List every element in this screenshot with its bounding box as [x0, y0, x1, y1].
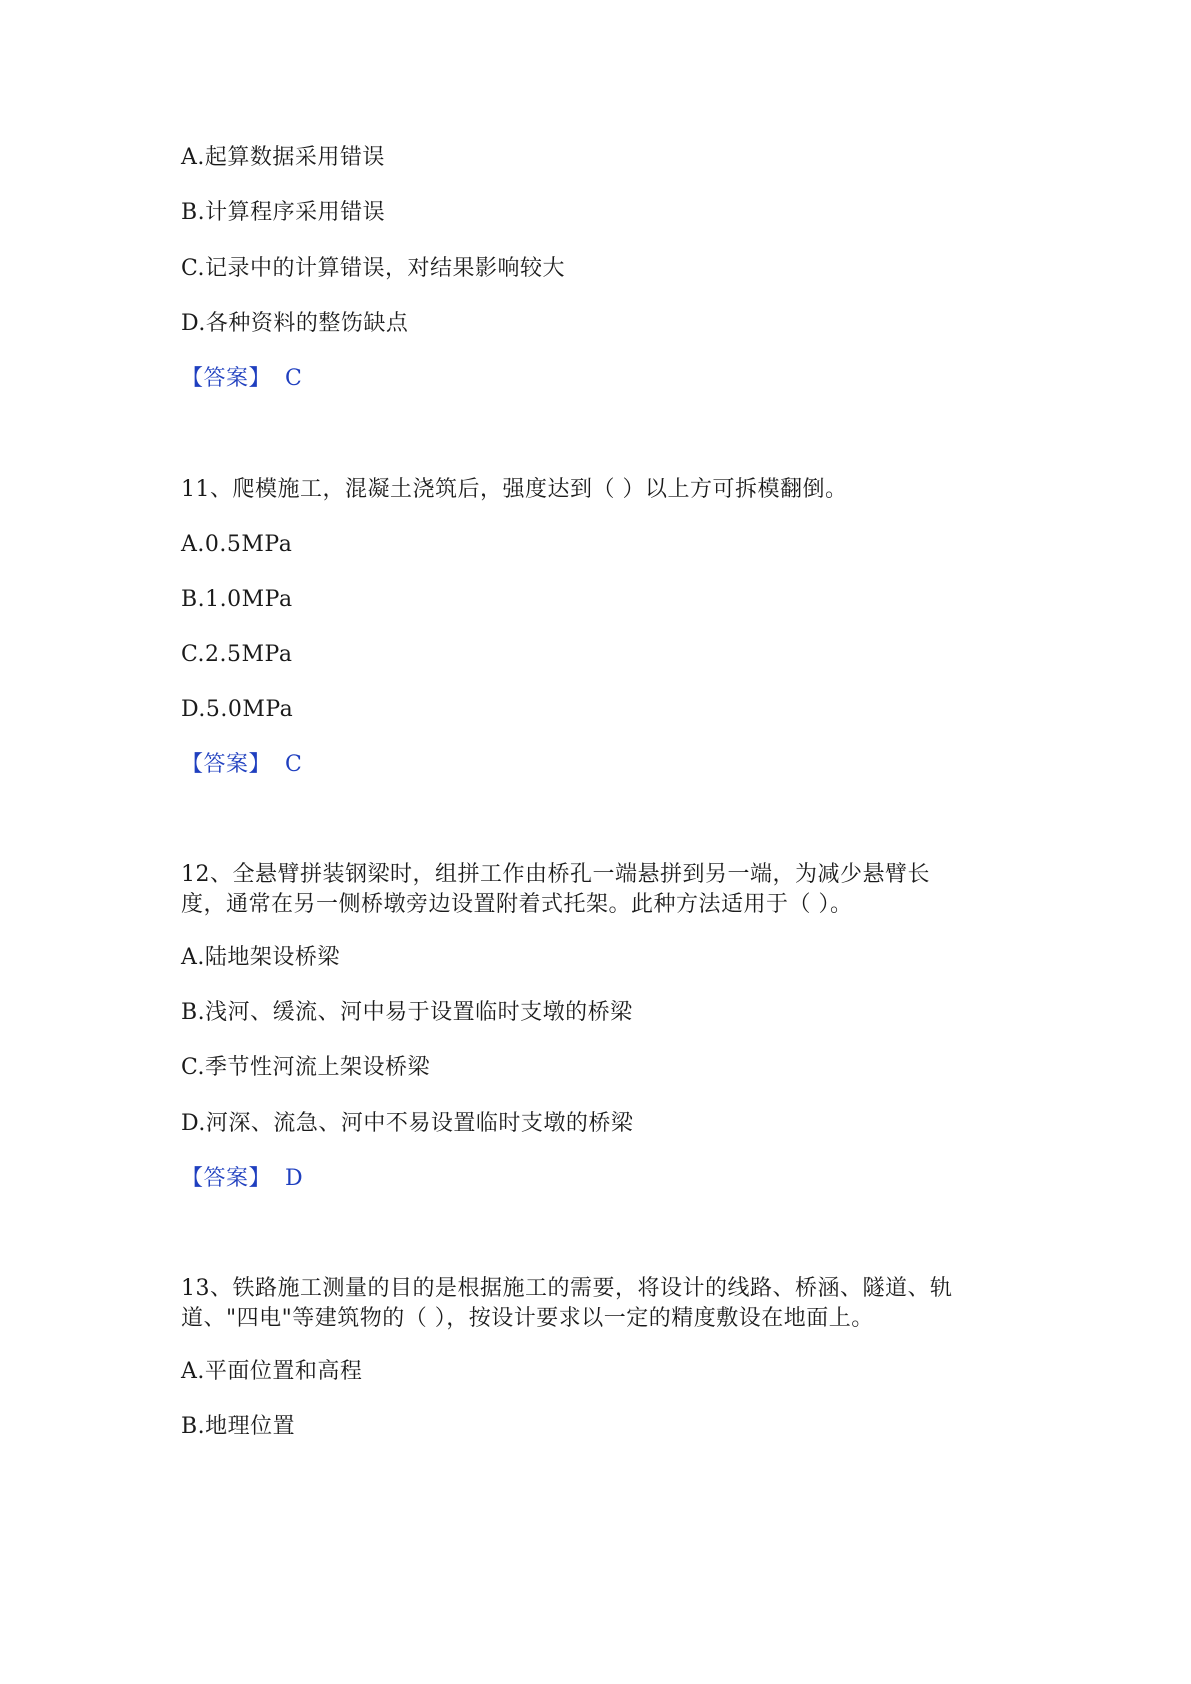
q11-answer — [181, 750, 302, 780]
q13-option-b: B.地理位置 — [181, 1414, 296, 1439]
q10-option-b: B.计算程序采用错误 — [181, 200, 386, 225]
q11-option-d: D.5.0MPa — [181, 697, 294, 722]
q11-option-b: B.1.0MPa — [181, 587, 293, 612]
q12-option-a: A.陆地架设桥梁 — [181, 945, 340, 970]
answer-value: C — [285, 366, 303, 391]
q12-option-c: C.季节性河流上架设桥梁 — [181, 1055, 431, 1080]
q11-option-a: A.0.5MPa — [181, 532, 293, 557]
q13-stem-line-2: 道、"四电"等建筑物的（ ），按设计要求以一定的精度敷设在地面上。 — [181, 1306, 874, 1331]
q10-option-a: A.起算数据采用错误 — [181, 145, 385, 170]
q11-stem: 11、爬模施工，混凝土浇筑后，强度达到（ ）以上方可拆模翻倒。 — [181, 477, 848, 502]
answer-label: 【答案】 — [181, 752, 272, 777]
q10-option-c: C.记录中的计算错误，对结果影响较大 — [181, 256, 566, 281]
q13-stem-line-1: 13、铁路施工测量的目的是根据施工的需要，将设计的线路、桥涵、隧道、轨 — [181, 1276, 953, 1301]
q10-option-d: D.各种资料的整饬缺点 — [181, 311, 409, 336]
answer-value: C — [285, 752, 303, 777]
q12-option-d: D.河深、流急、河中不易设置临时支墩的桥梁 — [181, 1111, 634, 1136]
q11-option-c: C.2.5MPa — [181, 642, 293, 667]
q13-option-a: A.平面位置和高程 — [181, 1359, 363, 1384]
answer-label: 【答案】 — [181, 1166, 272, 1191]
q12-option-b: B.浅河、缓流、河中易于设置临时支墩的桥梁 — [181, 1000, 633, 1025]
q12-stem-line-1: 12、全悬臂拼装钢梁时，组拼工作由桥孔一端悬拼到另一端，为减少悬臂长 — [181, 862, 930, 887]
q12-answer — [181, 1164, 303, 1194]
answer-label: 【答案】 — [181, 366, 272, 391]
answer-value: D — [285, 1166, 304, 1191]
q10-answer — [181, 364, 302, 394]
q12-stem-line-2: 度，通常在另一侧桥墩旁边设置附着式托架。此种方法适用于（ ）。 — [181, 892, 853, 917]
